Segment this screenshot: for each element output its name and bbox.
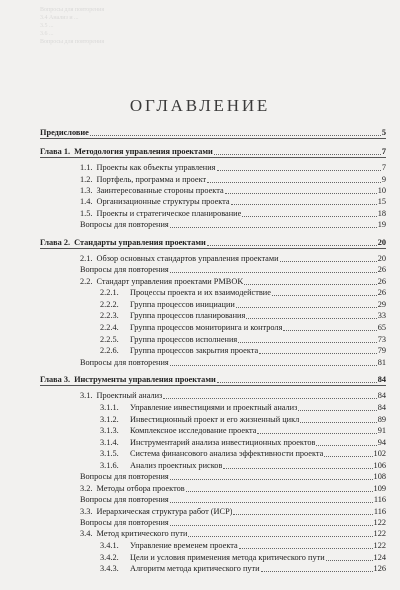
toc-entry [40,321,386,333]
dot-leader [170,227,377,228]
toc-page-number: 10 [377,185,386,195]
toc-entry-text: Обзор основных стандартов управления проектами [96,253,279,263]
toc-entry-text: Анализ проектных рисков [130,460,223,470]
toc-entry-label [80,529,187,539]
toc-entry-number: 3.3. [80,506,93,516]
toc-entry-text: Проекты и стратегическое планирование [96,208,242,218]
toc-entry-number: 3.1.6. [100,460,119,470]
toc-page-number: 89 [377,414,386,424]
dot-leader [236,307,377,308]
dot-leader [225,193,377,194]
toc-entry-number: 1.5. [80,208,93,218]
toc-entry-text: Группа процессов исполнения [130,334,238,344]
toc-entry [40,345,386,357]
toc-entry-label [100,311,245,321]
toc-page-number: 122 [373,540,386,550]
toc-entry-number: 2.2.2. [100,299,119,309]
toc-entry-text: Стандарты управления проектами [74,237,206,247]
toc-entry-text: Портфель, программа и проект [96,174,207,184]
toc-entry-label [80,265,169,275]
toc-entry-label [100,403,297,413]
toc-entry-text: Вопросы для повторения [80,472,169,482]
toc-page-number: 106 [373,460,386,470]
toc-entry-label [80,277,243,287]
toc-page-number: 124 [373,552,386,562]
toc-entry-label [40,128,89,138]
toc-entry-label [100,449,323,459]
toc-entry-label [100,300,235,310]
toc-entry-label [80,518,169,528]
toc-page-number: 116 [373,495,386,505]
toc-entry [40,436,386,448]
dot-leader [324,456,372,457]
toc-entry-label [100,438,315,448]
toc-entry-number: Глава 1. [40,146,71,156]
toc-entry-text: Группа процессов закрытия проекта [130,346,259,356]
toc-entry-text: Вопросы для повторения [80,220,169,230]
toc-page-number: 84 [377,375,386,385]
toc-page-number: 20 [377,237,386,247]
toc-entry-number: 3.1.1. [100,403,119,413]
toc-page-number: 7 [381,163,386,173]
toc-entry-label [100,346,258,356]
toc-entry-text: Вопросы для повторения [80,517,169,527]
toc-entry-text: Проектный анализ [96,391,163,401]
toc-entry-text: Алгоритм метода критического пути [130,564,260,574]
page-title: ОГЛАВЛЕНИЕ [129,96,271,115]
dot-leader [326,560,373,561]
toc-page-number: 91 [377,426,386,436]
toc-entry-text: Группа процессов планирования [130,311,246,321]
toc-entry [40,162,386,173]
toc-chapter-entry [40,127,386,139]
toc-page-number: 84 [377,391,386,401]
toc-entry [40,539,386,551]
toc-entry-number: 3.1.4. [100,437,119,447]
toc-page-number: 29 [377,299,386,309]
toc-page-number: 18 [377,208,386,218]
dot-leader [231,204,377,205]
dot-leader [259,353,377,354]
toc-entry-text: Цели и условия применения метода критического пути [130,552,325,562]
toc-entry [40,494,386,505]
dot-leader [214,154,381,155]
toc-page-number: 15 [377,197,386,207]
toc-entry [40,173,386,184]
toc-entry-label [100,323,282,333]
toc-entry-text: Управление инвестициями и проектный анализ [130,403,298,413]
toc-entry-label [80,507,232,517]
toc-entry-label [80,163,216,173]
dot-leader [186,491,373,492]
toc-entry-label [80,391,162,401]
dot-leader [188,536,372,537]
toc-entry [40,448,386,460]
toc-page-number: 19 [377,220,386,230]
toc-page-number: 7 [381,146,386,156]
toc-entry [40,333,386,345]
toc-page-number: 26 [377,288,386,298]
toc-entry-number: Глава 2. [40,237,71,247]
toc-page-number: 65 [377,323,386,333]
toc-entry-number: 3.1.2. [100,414,119,424]
toc-entry-label [80,186,224,196]
toc-entry-text: Комплексное исследование проекта [130,426,257,436]
toc-page-number: 126 [373,564,386,574]
dot-leader [170,365,377,366]
toc-page-number: 108 [373,472,386,482]
toc-page-number: 5 [381,128,386,138]
toc-page-number: 20 [377,253,386,263]
dot-leader [300,422,376,423]
dot-leader [170,272,377,273]
dot-leader [316,445,376,446]
toc-entry-text: Управление временем проекта [130,540,238,550]
toc-entry [40,401,386,413]
toc-entry-label [100,461,222,471]
toc-entry-text: Стандарт управления проектами PMBOK [96,276,244,286]
bleed-through-text [40,6,390,46]
toc-page-number: 81 [377,357,386,367]
toc-page-number: 73 [377,334,386,344]
toc-entry-label [80,472,169,482]
toc-entry-number: 2.1. [80,253,93,263]
dot-leader [244,284,376,285]
toc-entry-text: Проекты как объекты управления [96,163,216,173]
toc-entry-number: 3.1. [80,391,93,401]
toc-entry-label [100,553,325,563]
toc-entry-label [40,238,206,248]
toc-entry [40,356,386,367]
dot-leader [170,502,373,503]
toc-entry-text: Система финансового анализа эффективности проекта [130,449,324,459]
toc-entry-label [40,147,213,157]
toc-entry-text: Иерархическая структура работ (ИСР) [96,506,233,516]
toc-entry-text: Группа процессов инициации [130,299,235,309]
toc-page-number: 122 [373,517,386,527]
toc-entry-number: 1.2. [80,174,93,184]
dot-leader [257,433,376,434]
toc-entry-text: Методология управления проектами [74,146,213,156]
toc-entry [40,207,386,218]
dot-leader [283,330,376,331]
toc-entry [40,413,386,425]
toc-chapter-entry [40,374,386,386]
toc-entry-number: 2.2. [80,276,93,286]
toc-entry-label [80,209,241,219]
toc-entry [40,310,386,322]
toc-page-number: 122 [373,529,386,539]
toc-entry-label [100,541,238,551]
toc-entry-number: 3.1.3. [100,426,119,436]
toc-entry [40,563,386,575]
dot-leader [170,525,373,526]
bleed-through-line: 3.4 Анализ и ... [40,15,79,21]
toc-chapter-entry [40,236,386,248]
toc-entry-number: 3.4.1. [100,540,119,550]
toc-entry-number: 3.1.5. [100,449,119,459]
toc-entry [40,505,386,516]
toc-entry-label [100,288,271,298]
toc-entry-label [40,375,216,385]
toc-entry [40,482,386,493]
toc-entry-text: Заинтересованные стороны проекта [96,185,224,195]
bleed-through-line: 3.5 ... [40,23,54,29]
toc-entry-text: Инструментарий анализа инвестиционных проектов [130,437,316,447]
toc-entry-number: 1.4. [80,197,93,207]
toc-entry-number: 2.2.3. [100,311,119,321]
toc-entry-number: 2.2.4. [100,323,119,333]
toc-entry-label [80,358,169,368]
toc-entry-number: 2.2.1. [100,288,119,298]
toc-entry-label [80,484,185,494]
dot-leader [298,410,376,411]
dot-leader [170,479,373,480]
bleed-through-line: Вопросы для повторения [40,7,105,13]
dot-leader [217,170,381,171]
dot-leader [233,514,372,515]
toc-entry-text: Процессы проекта и их взаимодействие [130,288,271,298]
toc-entry-label [80,254,279,264]
toc-entry-number: 1.3. [80,185,93,195]
dot-leader [238,342,376,343]
dot-leader [239,548,373,549]
toc-entry-number: Глава 3. [40,375,71,385]
dot-leader [217,382,377,383]
toc-entry-number: 1.1. [80,163,93,173]
toc-entry-label [100,426,256,436]
toc-entry-number: 2.2.6. [100,346,119,356]
toc-entry-number: 3.4.2. [100,552,119,562]
toc-entry [40,459,386,471]
dot-leader [223,468,372,469]
toc-page-number: 109 [373,483,386,493]
toc-entry [40,425,386,437]
toc-entry [40,517,386,528]
toc-entry [40,390,386,401]
toc-entry-text: Организационные структуры проекта [96,197,230,207]
dot-leader [163,398,376,399]
toc-page-number: 79 [377,346,386,356]
toc-entry-label [100,335,237,345]
toc-chapter-entry [40,145,386,157]
toc-entry [40,264,386,275]
toc-entry [40,275,386,286]
dot-leader [90,135,381,136]
dot-leader [207,245,377,246]
toc-entry-number: 3.2. [80,483,93,493]
toc-entry [40,185,386,196]
toc-page-number: 26 [377,276,386,286]
toc-entry-number: 3.4.3. [100,564,119,574]
toc-entry-number: 3.4. [80,529,93,539]
toc-entry-label [100,415,299,425]
toc-entry-label [80,220,169,230]
bleed-through-line: Вопросы для повторения [40,39,105,45]
toc-page-number: 116 [373,506,386,516]
toc-entry-label [100,564,260,574]
toc-entry-text: Инструменты управления проектами [74,375,216,385]
toc-page-number: 102 [373,449,386,459]
dot-leader [280,261,377,262]
toc-entry-text: Вопросы для повторения [80,265,169,275]
toc-entry-text: Вопросы для повторения [80,495,169,505]
toc-page-number: 94 [377,437,386,447]
toc-entry [40,528,386,539]
toc-entry-text: Вопросы для повторения [80,357,169,367]
toc-page-number: 9 [381,174,386,184]
toc-page-number: 33 [377,311,386,321]
toc-page-number: 84 [377,403,386,413]
toc-entry [40,551,386,563]
table-of-contents [40,127,386,574]
toc-entry-text: Метод критического пути [96,529,188,539]
toc-entry-number: 2.2.5. [100,334,119,344]
dot-leader [261,571,373,572]
toc-entry [40,298,386,310]
toc-entry-label [80,495,169,505]
dot-leader [246,318,376,319]
toc-entry [40,287,386,299]
toc-entry-text: Предисловие [40,128,89,138]
toc-entry [40,196,386,207]
toc-entry-label [80,175,206,185]
dot-leader [272,295,377,296]
toc-page-number: 26 [377,265,386,275]
toc-entry-text: Инвестиционный проект и его жизненный цикл [130,414,300,424]
bleed-through-line: 3.6 ... [40,31,54,37]
toc-entry [40,219,386,230]
toc-entry-text: Методы отбора проектов [96,483,185,493]
dot-leader [207,182,381,183]
toc-entry [40,471,386,482]
dot-leader [242,216,376,217]
toc-entry-text: Группа процессов мониторинга и контроля [130,323,283,333]
toc-entry [40,253,386,264]
toc-entry-label [80,197,230,207]
